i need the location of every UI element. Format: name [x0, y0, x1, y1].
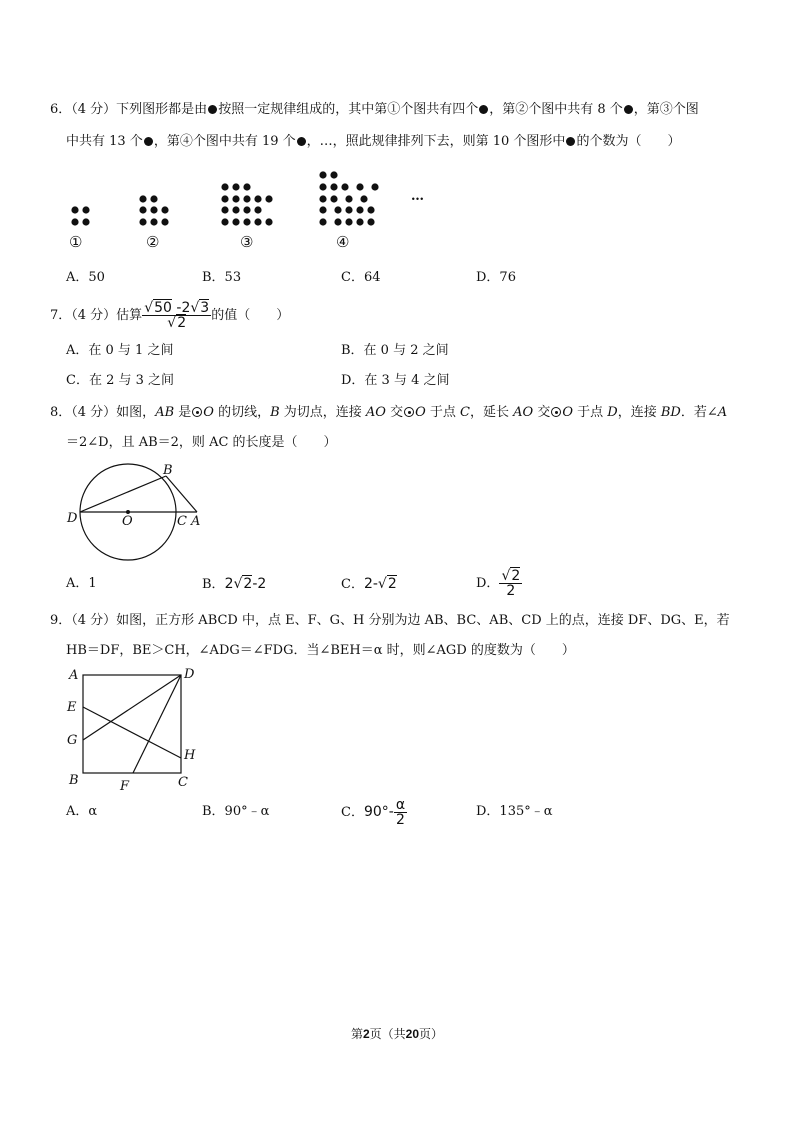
- circle-dot-icon: [404, 407, 414, 417]
- line-db: [80, 476, 166, 512]
- line-dg: [83, 675, 181, 740]
- black-dot-icon: [208, 105, 217, 114]
- q8-geometry-figure: [60, 455, 220, 565]
- q9-label-g: G: [67, 733, 78, 748]
- q6-ellipsis: …: [411, 189, 424, 204]
- q8-label-o: O: [122, 514, 133, 529]
- black-dot-icon: [144, 137, 153, 146]
- page-footer: 第2页（共20页）: [350, 1027, 444, 1041]
- q7-fraction: $\frac{√50 -2√3}{√2}$: [144, 300, 210, 331]
- q9-option-a[interactable]: A．α: [66, 804, 98, 819]
- dot-figure-4: [319, 171, 378, 225]
- q7-option-a[interactable]: A．在 0 与 1 之间: [66, 343, 174, 358]
- q6-line-2: 中共有 13 个 ，第④个图中共有 19 个 ，…，照此规律排列下去，则第 10 个图形中 的个数为（ ）: [66, 134, 681, 149]
- q7-option-c[interactable]: C．在 2 与 3 之间: [66, 373, 175, 388]
- q9-geometry-figure: [60, 665, 200, 785]
- page-number: 2: [362, 1027, 370, 1041]
- q7-option-b[interactable]: B．在 0 与 2 之间: [341, 343, 449, 358]
- q6-line-1: 6．（4 分）下列图形都是由 按照一定规律组成的，其中第①个图共有四个 ，第②个图中共有 8 个 ，第③个图: [50, 102, 699, 117]
- q6-option-d[interactable]: D．76: [476, 270, 516, 285]
- q7-stem: 7．（4 分）估算 $\frac{√50 -2√3}{√2}$ 的值（ ）: [50, 300, 290, 331]
- circle-dot-icon: [192, 407, 202, 417]
- q6-option-c[interactable]: C．64: [341, 270, 381, 285]
- q8-label-d: D: [67, 511, 78, 526]
- q9-label-a: A: [69, 668, 79, 683]
- q7-option-d[interactable]: D．在 3 与 4 之间: [341, 373, 450, 388]
- q6-fig-label-1: ①: [69, 233, 83, 251]
- q9-label-b: B: [69, 773, 79, 788]
- q6-dot-figures: [60, 165, 440, 230]
- circle-dot-icon: [551, 407, 561, 417]
- q9-line-1: 9．（4 分）如图，正方形 ABCD 中，点 E、F、G、H 分别为边 AB、BC、AB、CD 上的点，连接 DF、DG、E，若: [50, 613, 730, 628]
- black-dot-icon: [624, 105, 633, 114]
- q9-label-e: E: [67, 700, 77, 715]
- q6-option-b[interactable]: B．53: [202, 270, 242, 285]
- dot-figure-3: [221, 183, 272, 225]
- q9-option-b[interactable]: B．90°﹣α: [202, 804, 270, 819]
- q6-fig-label-2: ②: [146, 233, 160, 251]
- q8-option-d[interactable]: D． $\frac{√2}{2}$: [476, 568, 521, 599]
- page-total: 20: [405, 1027, 420, 1041]
- square-abcd: [83, 675, 181, 773]
- q8-option-c[interactable]: C．2-√2: [341, 576, 397, 592]
- q6-fig-label-3: ③: [240, 233, 254, 251]
- line-df: [133, 675, 181, 773]
- q6-option-a[interactable]: A．50: [66, 270, 105, 285]
- q9-option-d[interactable]: D．135°﹣α: [476, 804, 553, 819]
- black-dot-icon: [479, 105, 488, 114]
- q8-line-2: ＝2∠D，且 AB＝2，则 AC 的长度是（ ）: [66, 435, 337, 450]
- q8-label-a: A: [191, 514, 201, 529]
- dot-figure-2: [139, 195, 168, 225]
- black-dot-icon: [297, 137, 306, 146]
- line-ba: [166, 476, 197, 512]
- q8-option-b[interactable]: B．2√2-2: [202, 576, 267, 592]
- dot-figure-1: [71, 206, 89, 225]
- q9-line-2: HB＝DF，BE＞CH，∠ADG＝∠FDG．当∠BEH＝α 时，则∠AGD 的度数为（ ）: [66, 643, 575, 658]
- q6-fig-label-4: ④: [336, 233, 350, 251]
- q9-label-d: D: [184, 667, 195, 682]
- black-dot-icon: [566, 137, 575, 146]
- q8-option-a[interactable]: A．1: [66, 576, 97, 591]
- q8-label-b: B: [163, 463, 173, 478]
- q9-option-c[interactable]: C．90°- $\frac{\alpha}{2}$: [341, 797, 406, 828]
- q9-label-c: C: [178, 775, 188, 790]
- q9-label-h: H: [184, 748, 196, 763]
- q8-line-1: 8．（4 分）如图，AB 是 O 的切线，B 为切点，连接 AO 交 O 于点 C，延长 AO 交 O 于点 D，连接 BD．若∠A: [50, 405, 728, 420]
- line-eh: [83, 707, 181, 758]
- q8-label-c: C: [177, 514, 187, 529]
- q9-label-f: F: [120, 779, 130, 794]
